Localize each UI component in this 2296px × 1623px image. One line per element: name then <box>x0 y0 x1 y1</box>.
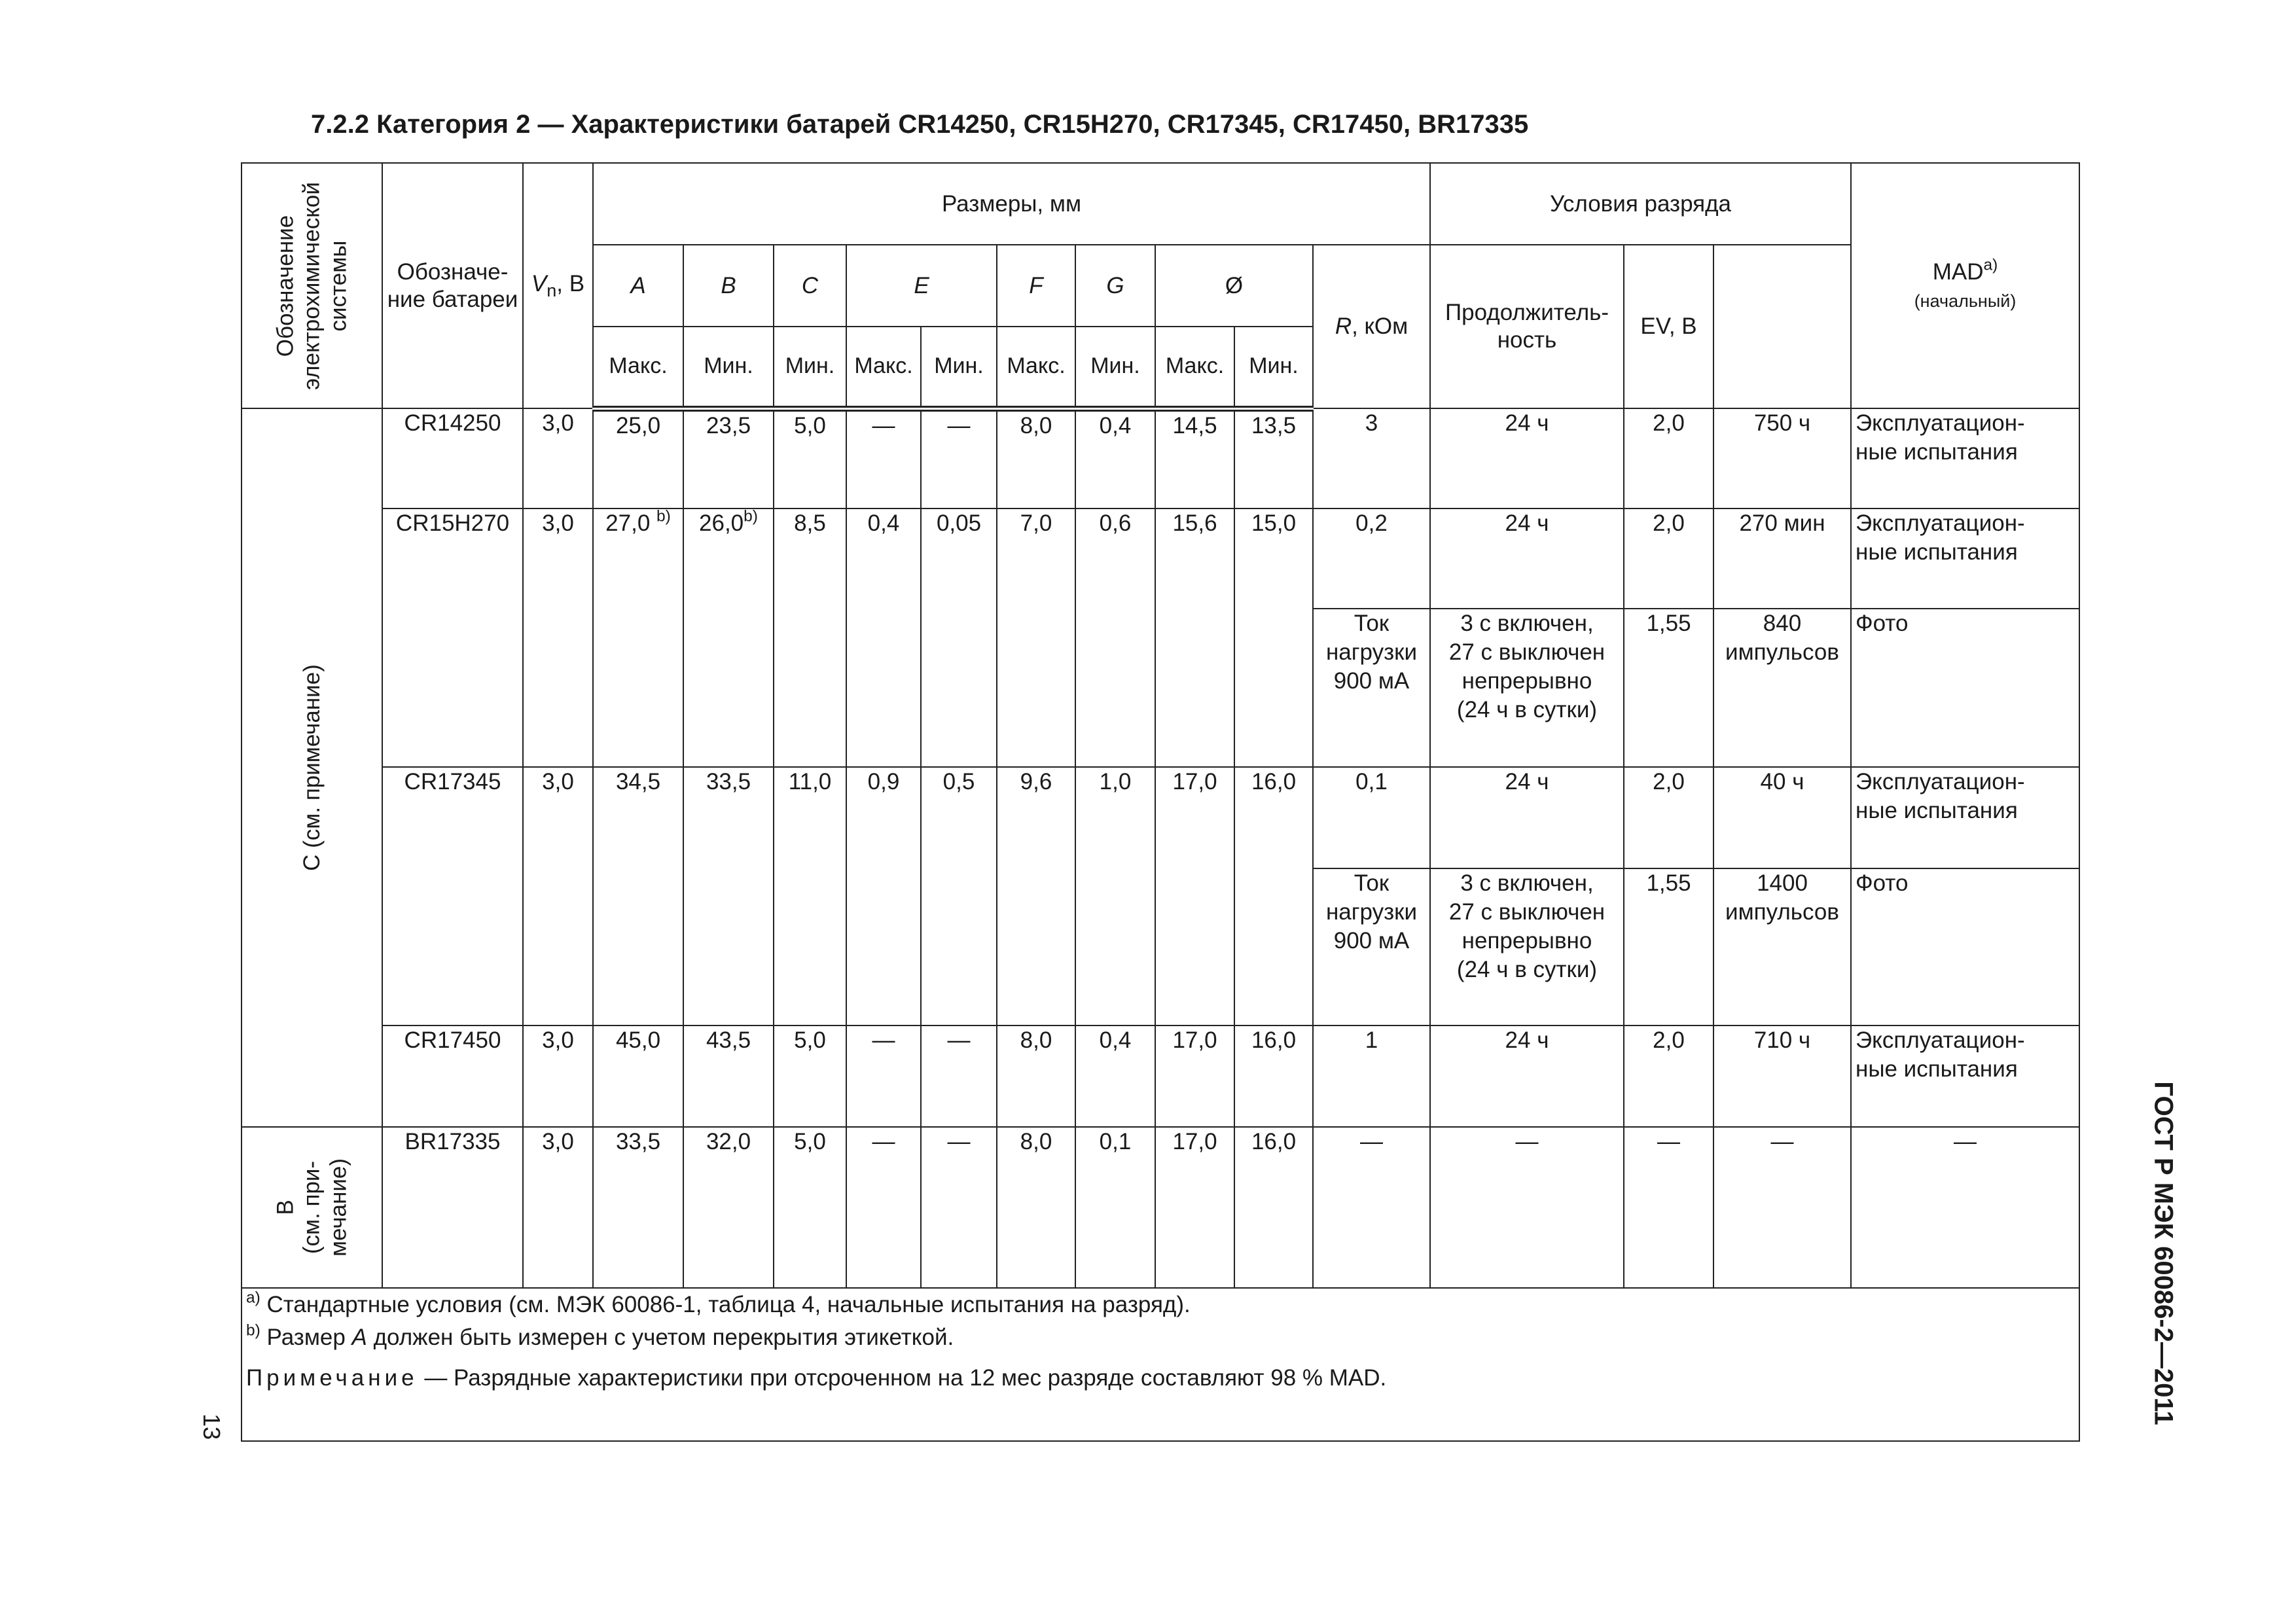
cell-e-max: — <box>846 1026 921 1127</box>
group-label-b: В (см. при- мечание) <box>242 1127 382 1288</box>
battery-name: CR15H270 <box>382 508 523 767</box>
battery-name: CR17345 <box>382 767 523 1026</box>
cell-f-max: 8,0 <box>997 1127 1075 1288</box>
cell-ev: 2,0 <box>1624 1026 1713 1127</box>
cell-a-max: 33,5 <box>593 1127 683 1288</box>
cell-b-min: 26,0$^{b)}$ <box>683 508 774 767</box>
footnote-a: $^{a)}$ Стандартные условия (см. МЭК 60086-1, таблица 4, начальные испытания на разряд). <box>246 1289 1191 1317</box>
cell-resistance: 3 <box>1313 408 1430 508</box>
cell-d-min: 16,0 <box>1234 767 1313 1026</box>
header-max: Макс. <box>1155 327 1234 408</box>
header-row-1 <box>242 163 2079 245</box>
header-mad: MAD$^{a)}$ (начальный) <box>1851 163 2079 408</box>
footnote-b: $^{b)}$ Размер A должен быть измерен с учетом перекрытия этикеткой. <box>246 1321 954 1350</box>
header-min: Мин. <box>774 327 846 408</box>
cell-duration: 24 ч <box>1430 508 1624 609</box>
cell-duration: 24 ч <box>1430 408 1624 508</box>
table-row <box>242 408 2079 508</box>
footnotes <box>242 1288 2079 1441</box>
cell-d-min: 16,0 <box>1234 1026 1313 1127</box>
page-number: 13 <box>198 1413 225 1440</box>
cell-b-min: 43,5 <box>683 1026 774 1127</box>
cell-d-min: 13,5 <box>1234 408 1313 508</box>
cell-c-min: 5,0 <box>774 408 846 508</box>
battery-name: CR14250 <box>382 408 523 508</box>
cell-mad: 840 импульсов <box>1713 609 1851 767</box>
cell-e-max: — <box>846 408 921 508</box>
cell-a-max: 27,0 $^{b)}$ <box>593 508 683 767</box>
cell-c-min: 11,0 <box>774 767 846 1026</box>
cell-vn: 3,0 <box>523 767 593 1026</box>
cell-g-min: 1,0 <box>1075 767 1155 1026</box>
header-min: Мин. <box>921 327 997 408</box>
header-ev: EV, В <box>1624 245 1713 408</box>
header-min: Мин. <box>683 327 774 408</box>
header-sizes: Размеры, мм <box>593 163 1430 245</box>
footnotes-row <box>242 1288 2079 1441</box>
cell-d-max: 17,0 <box>1155 767 1234 1026</box>
battery-table <box>241 162 2080 1442</box>
battery-name: BR17335 <box>382 1127 523 1288</box>
cell-duration: 3 с включен, 27 с выключен непрерывно (24 ч в сутки) <box>1430 868 1624 1026</box>
cell-area: — <box>1851 1127 2079 1288</box>
cell-f-max: 8,0 <box>997 408 1075 508</box>
header-min: Мин. <box>1234 327 1313 408</box>
table-row <box>242 1026 2079 1127</box>
cell-resistance: — <box>1313 1127 1430 1288</box>
cell-e-max: 0,9 <box>846 767 921 1026</box>
cell-mad: 1400 импульсов <box>1713 868 1851 1026</box>
cell-mad: 270 мин <box>1713 508 1851 609</box>
cell-e-min: — <box>921 1026 997 1127</box>
header-max: Макс. <box>846 327 921 408</box>
cell-duration: 24 ч <box>1430 1026 1624 1127</box>
header-conditions: Условия разряда <box>1430 163 1851 245</box>
cell-ev: — <box>1624 1127 1713 1288</box>
cell-b-min: 32,0 <box>683 1127 774 1288</box>
cell-vn: 3,0 <box>523 1127 593 1288</box>
cell-g-min: 0,4 <box>1075 1026 1155 1127</box>
cell-load: Ток нагрузки 900 мА <box>1313 868 1430 1026</box>
battery-name: CR17450 <box>382 1026 523 1127</box>
cell-a-max: 45,0 <box>593 1026 683 1127</box>
table-row <box>242 1127 2079 1288</box>
cell-d-max: 14,5 <box>1155 408 1234 508</box>
cell-a-max: 34,5 <box>593 767 683 1026</box>
cell-a-max: 25,0 <box>593 408 683 508</box>
cell-duration: 24 ч <box>1430 767 1624 868</box>
cell-g-min: 0,4 <box>1075 408 1155 508</box>
cell-vn: 3,0 <box>523 508 593 767</box>
group-label-c: С (см. примечание) <box>242 408 382 1127</box>
cell-ev: 1,55 <box>1624 609 1713 767</box>
table-row <box>242 508 2079 609</box>
cell-mad: 750 ч <box>1713 408 1851 508</box>
cell-d-max: 17,0 <box>1155 1026 1234 1127</box>
cell-area: Эксплуатацион- ные испытания <box>1851 767 2079 868</box>
cell-duration: — <box>1430 1127 1624 1288</box>
cell-ev: 2,0 <box>1624 767 1713 868</box>
document-code: ГОСТ Р МЭК 60086-2—2011 <box>2149 1081 2178 1425</box>
cell-mad: 710 ч <box>1713 1026 1851 1127</box>
cell-ev: 2,0 <box>1624 508 1713 609</box>
cell-e-min: — <box>921 1127 997 1288</box>
cell-f-max: 8,0 <box>997 1026 1075 1127</box>
header-dim-b: B <box>683 245 774 327</box>
cell-area: Эксплуатацион- ные испытания <box>1851 1026 2079 1127</box>
cell-c-min: 8,5 <box>774 508 846 767</box>
header-min: Мин. <box>1075 327 1155 408</box>
header-dim-diameter: Ø <box>1155 245 1313 327</box>
cell-b-min: 33,5 <box>683 767 774 1026</box>
header-duration: Продолжитель- ность <box>1430 245 1624 408</box>
cell-ev: 2,0 <box>1624 408 1713 508</box>
header-system: Обозначение электрохимической системы <box>242 163 382 408</box>
cell-vn: 3,0 <box>523 408 593 508</box>
cell-d-min: 15,0 <box>1234 508 1313 767</box>
cell-f-max: 9,6 <box>997 767 1075 1026</box>
cell-vn: 3,0 <box>523 1026 593 1127</box>
cell-area: Фото <box>1851 868 2079 1026</box>
header-dim-a: A <box>593 245 683 327</box>
cell-resistance: 0,1 <box>1313 767 1430 868</box>
header-resistance: R, кОм <box>1313 245 1430 408</box>
cell-d-max: 17,0 <box>1155 1127 1234 1288</box>
cell-d-max: 15,6 <box>1155 508 1234 767</box>
page-title: 7.2.2 Категория 2 — Характеристики батарей CR14250, CR15H270, CR17345, CR17450, BR17335 <box>311 110 1529 139</box>
header-dim-e: E <box>846 245 997 327</box>
cell-area: Эксплуатацион- ные испытания <box>1851 508 2079 609</box>
header-max: Макс. <box>593 327 683 408</box>
header-dim-g: G <box>1075 245 1155 327</box>
cell-mad: — <box>1713 1127 1851 1288</box>
cell-e-min: 0,05 <box>921 508 997 767</box>
cell-e-min: 0,5 <box>921 767 997 1026</box>
cell-resistance: 1 <box>1313 1026 1430 1127</box>
header-max: Макс. <box>997 327 1075 408</box>
cell-load: Ток нагрузки 900 мА <box>1313 609 1430 767</box>
cell-duration: 3 с включен, 27 с выключен непрерывно (24 ч в сутки) <box>1430 609 1624 767</box>
table-row <box>242 767 2079 868</box>
cell-f-max: 7,0 <box>997 508 1075 767</box>
cell-ev: 1,55 <box>1624 868 1713 1026</box>
table-note: Примечание — Разрядные характеристики при отсроченном на 12 мес разряде составляют 98 % MAD. <box>246 1365 1387 1391</box>
cell-area: Эксплуатацион- ные испытания <box>1851 408 2079 508</box>
cell-g-min: 0,6 <box>1075 508 1155 767</box>
cell-g-min: 0,1 <box>1075 1127 1155 1288</box>
header-dim-f: F <box>997 245 1075 327</box>
header-battery: Обозначе- ние батареи <box>382 163 523 408</box>
cell-c-min: 5,0 <box>774 1127 846 1288</box>
cell-b-min: 23,5 <box>683 408 774 508</box>
header-vn: $V_n$, В <box>523 163 593 408</box>
cell-area: Фото <box>1851 609 2079 767</box>
cell-c-min: 5,0 <box>774 1026 846 1127</box>
cell-d-min: 16,0 <box>1234 1127 1313 1288</box>
cell-mad: 40 ч <box>1713 767 1851 868</box>
cell-e-min: — <box>921 408 997 508</box>
header-dim-c: C <box>774 245 846 327</box>
cell-e-max: — <box>846 1127 921 1288</box>
cell-e-max: 0,4 <box>846 508 921 767</box>
cell-resistance: 0,2 <box>1313 508 1430 609</box>
